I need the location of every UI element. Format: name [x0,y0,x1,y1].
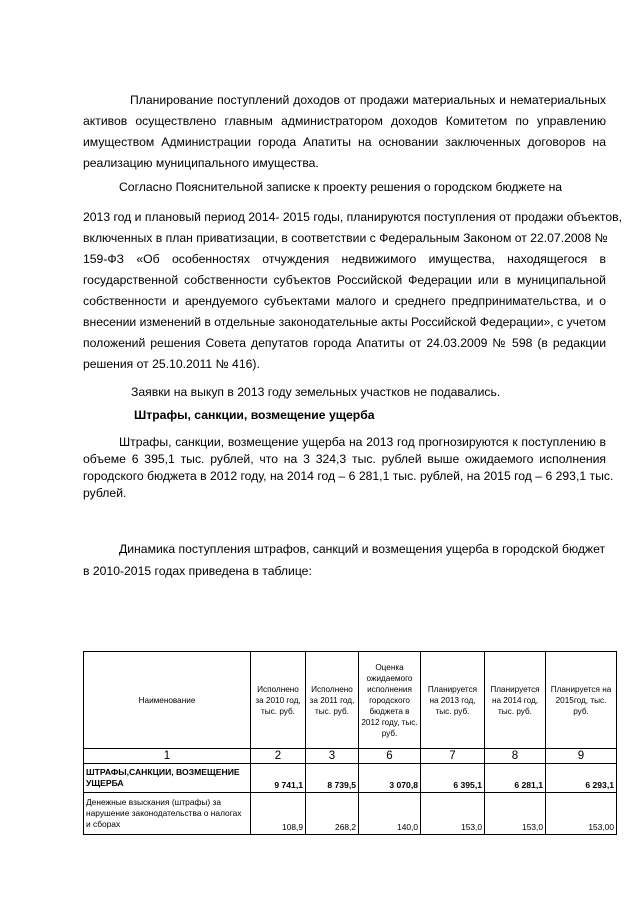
para4-line-4: рублей. [83,486,127,500]
table-header-row [84,652,617,749]
para2-line-6: внесении изменений в отдельные законодательные акты Российской Федерации», с учетом [83,315,606,329]
header-2011: Исполнено за 2011 год, тыс. руб. [306,652,359,749]
table-number-row [84,749,617,764]
row-value: 140,0 [359,793,421,835]
table-row [84,764,617,793]
row-value: 153,0 [485,793,546,835]
header-name: Наименование [84,652,251,749]
revenue-table [83,651,617,835]
para2-intro: Согласно Пояснительной записке к проекту решения о городском бюджете на [119,180,563,194]
para2-line-3: 159-ФЗ «Об особенностях отчуждения недвижимого имущества, находящегося в [83,252,606,266]
row-name: ШТРАФЫ,САНКЦИИ, ВОЗМЕЩЕНИЕ УЩЕРБА [84,764,251,793]
para5-line-1: Динамика поступления штрафов, санкций и возмещения ущерба в городской бюджет [119,542,606,556]
para2-line-7: положений решения Совета депутатов города Апатиты от 24.03.2009 № 598 (в редакции [83,336,606,350]
row-value: 3 070,8 [359,764,421,793]
para2-line-5: собственности и арендуемого субъектами малого и среднего предпринимательства, и о [83,294,606,308]
para1-line-1: Планирование поступлений доходов от продажи материальных и нематериальных [130,93,606,107]
para1-line-2: активов осуществлено главным администратором доходов Комитетом по управлению [83,114,606,128]
header-2013: Планируется на 2013 год, тыс. руб. [421,652,485,749]
para2-line-8: решения от 25.10.2011 № 416). [83,357,260,371]
para4-line-2: объеме 6 395,1 тыс. рублей, что на 3 324,3 тыс. рублей выше ожидаемого исполнения [83,452,606,466]
row-value: 268,2 [306,793,359,835]
header-2015: Планируется на 2015год, тыс. руб. [546,652,617,749]
col-number: 1 [84,749,251,764]
para4-line-3: городского бюджета в 2012 году, на 2014 год – 6 281,1 тыс. рублей, на 2015 год – 6 293,1 тыс. [83,469,614,483]
section-heading: Штрафы, санкции, возмещение ущерба [134,408,375,422]
para1-line-3: имуществом Администрации города Апатиты на основании заключенных договоров на [83,135,606,149]
col-number: 8 [485,749,546,764]
row-value: 6 395,1 [421,764,485,793]
para2-line-1: 2013 год и плановый период 2014- 2015 годы, планируются поступления от продажи объектов, [83,210,623,224]
para5-line-2: в 2010-2015 годах приведена в таблице: [83,564,312,578]
row-name: Денежные взыскания (штрафы) за нарушение законодательства о налогах и сборах [84,793,251,835]
para4-line-1: Штрафы, санкции, возмещение ущерба на 2013 год прогнозируются к поступлению в [119,435,606,449]
row-value: 153,0 [421,793,485,835]
header-2010: Исполнено за 2010 год, тыс. руб. [251,652,306,749]
col-number: 9 [546,749,617,764]
row-value: 6 281,1 [485,764,546,793]
col-number: 3 [306,749,359,764]
row-value: 153,00 [546,793,617,835]
col-number: 7 [421,749,485,764]
col-number: 6 [359,749,421,764]
table-row [84,793,617,835]
row-value: 108,9 [251,793,306,835]
para1-line-4: реализацию муниципального имущества. [83,156,319,170]
row-value: 8 739,5 [306,764,359,793]
col-number: 2 [251,749,306,764]
para2-line-4: государственной собственности субъектов Российской Федерации или в муниципальной [83,273,606,287]
para3: Заявки на выкуп в 2013 году земельных участков не подавались. [131,385,501,399]
row-value: 9 741,1 [251,764,306,793]
header-2014: Планируется на 2014 год, тыс. руб. [485,652,546,749]
header-2012: Оценка ожидаемого исполнения городского бюджета в 2012 году, тыс. руб. [359,652,421,749]
row-value: 6 293,1 [546,764,617,793]
para2-line-2: включенных в план приватизации, в соответствии с Федеральным Законом от 22.07.2008 № [83,231,608,245]
